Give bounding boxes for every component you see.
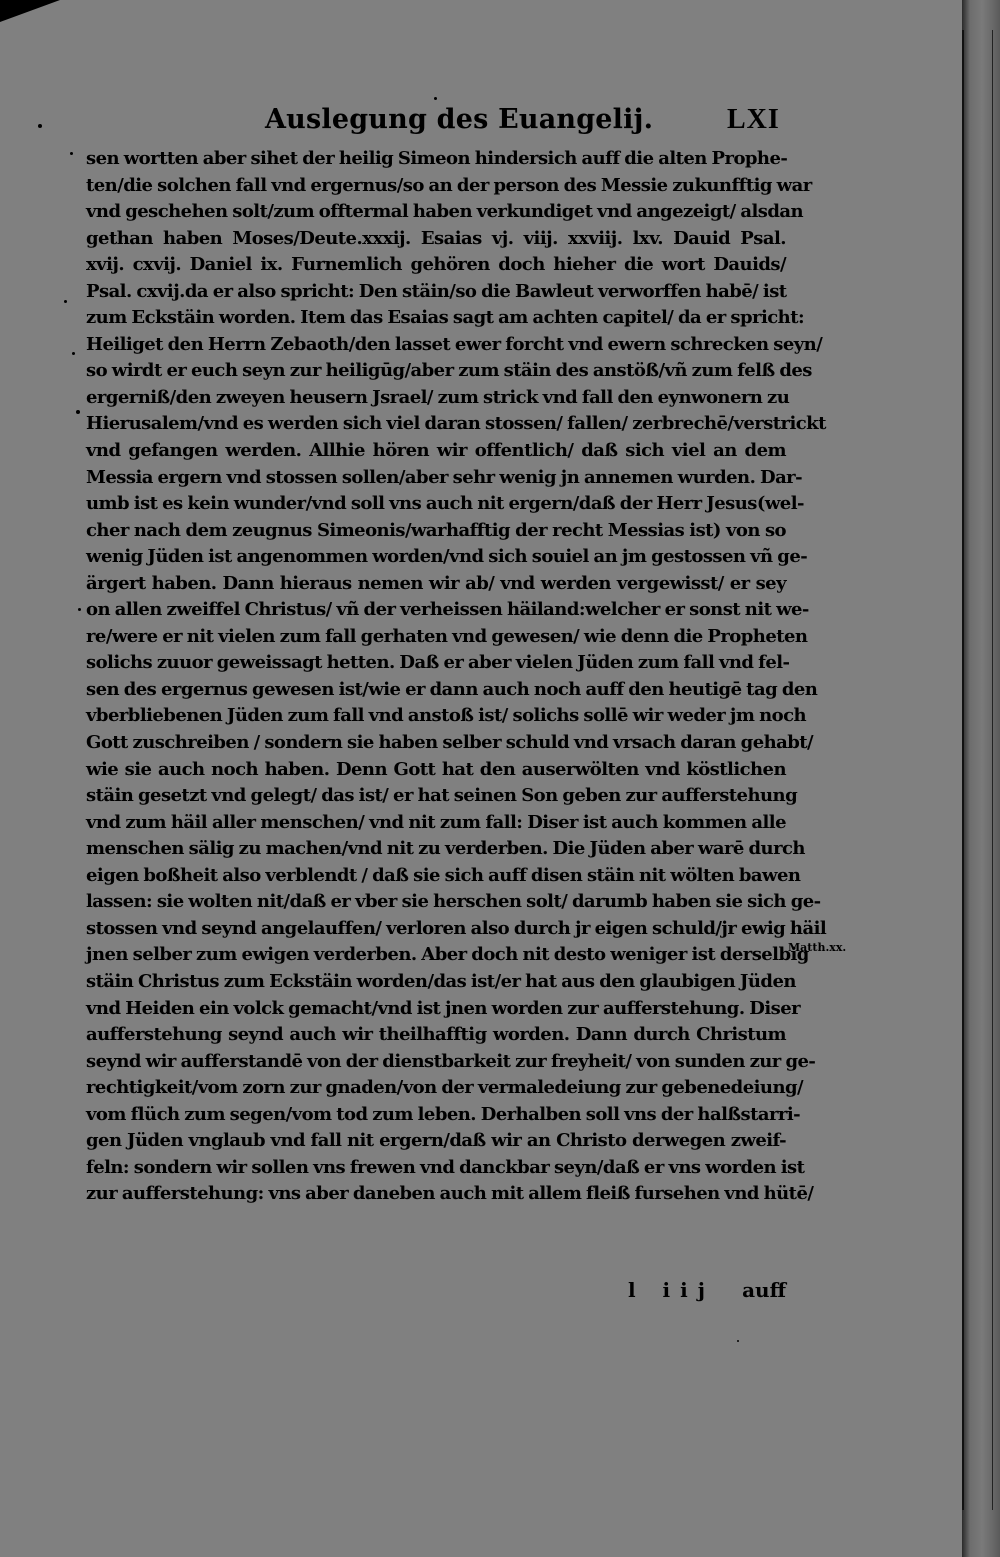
margin-note: Matth.xx. [788,941,847,954]
ink-speck [434,97,437,100]
running-head: Auslegung des Euangelij. [265,104,654,135]
text-line: so wirdt er euch seyn zur heiligūg/aber zum stäin des anstöß/vñ zum felß des [86,360,812,382]
catchword: auff [742,1278,786,1302]
text-line: eigen boßheit also verblendt / daß sie sich auff disen stäin nit wölten bawen [86,864,801,886]
text-line: cher nach dem zeugnus Simeonis/warhafftig der recht Messias ist) von so [86,519,786,541]
text-line: on allen zweiffel Christus/ vñ der verheissen häiland:welcher er sonst nit we- [86,599,809,621]
text-line: vnd geschehen solt/zum offtermal haben verkundiget vnd angezeigt/ alsdan [86,201,804,223]
signature-mark: l iij [628,1278,715,1302]
corner-triangle [0,0,60,22]
text-line: zur aufferstehung: vns aber daneben auch mit allem fleiß fursehen vnd hütē/ [86,1183,814,1205]
text-line: vnd zum häil aller menschen/ vnd nit zum fall: Diser ist auch kommen alle [86,811,786,833]
text-line: vnd Heiden ein volck gemacht/vnd ist jnen worden zur aufferstehung. Diser [86,997,801,1019]
text-line: menschen sälig zu machen/vnd nit zu verderben. Die Jüden aber warē durch [86,838,805,860]
text-line: vberbliebenen Jüden zum fall vnd anstoß ist/ solichs sollē wir weder jm noch [86,705,807,727]
text-line: Heiliget den Herrn Zebaoth/den lasset ewer forcht vnd ewern schrecken seyn/ [86,333,823,355]
text-line: Gott zuschreiben / sondern sie haben selber schuld vnd vrsach daran gehabt/ [86,732,814,754]
ink-speck [78,608,81,611]
page-edge [962,0,1000,1557]
text-line: re/were er nit vielen zum fall gerhaten vnd gewesen/ wie denn die Propheten [86,625,808,647]
text-line: ergerniß/den zweyen heusern Jsrael/ zum strick vnd fall den eynwonern zu [86,386,790,408]
text-line: Hierusalem/vnd es werden sich viel daran stossen/ fallen/ zerbrechē/verstrickt [86,413,826,435]
page-footer [620,1278,786,1308]
ink-speck [70,152,73,155]
text-line: stäin gesetzt vnd gelegt/ das ist/ er hat seinen Son geben zur aufferstehung [86,785,798,807]
text-line: vnd gefangen werden. Allhie hören wir offentlich/ daß sich viel an dem [86,440,786,462]
text-line: ten/die solchen fall vnd ergernus/so an der person des Messie zukunfftig war [86,174,812,196]
folio-number: LXI [727,104,780,135]
text-line: wenig Jüden ist angenommen worden/vnd sich souiel an jm gestossen vñ ge- [86,546,808,568]
text-line: Psal. cxvij.da er also spricht: Den stäin/so die Bawleut verworffen habē/ ist [86,280,787,302]
text-line: seynd wir aufferstandē von der dienstbarkeit zur freyheit/ von sunden zur ge- [86,1050,816,1072]
text-line: vom flüch zum segen/vom tod zum leben. Derhalben soll vns der halßstarri- [86,1103,801,1125]
text-line: gen Jüden vnglaub vnd fall nit ergern/daß wir an Christo derwegen zweif- [86,1130,786,1152]
page-edge-line [962,30,964,1510]
text-line: gethan haben Moses/Deute.xxxij. Esaias vj. viij. xxviij. lxv. Dauid Psal. [86,227,786,249]
text-line: solichs zuuor geweissagt hetten. Daß er aber vielen Jüden zum fall vnd fel- [86,652,790,674]
text-line: stossen vnd seynd angelauffen/ verloren also durch jr eigen schuld/jr ewig häil [86,917,827,939]
page-edge-line [992,30,993,1510]
ink-speck [76,410,80,414]
text-line: lassen: sie wolten nit/daß er vber sie herschen solt/ darumb haben sie sich ge- [86,891,821,913]
ink-speck [72,352,75,355]
text-line: xvij. cxvij. Daniel ix. Furnemlich gehören doch hieher die wort Dauids/ [86,254,786,276]
ink-speck [38,124,42,128]
text-line: rechtigkeit/vom zorn zur gnaden/von der vermaledeiung zur gebenedeiung/ [86,1077,804,1099]
ink-speck [737,1340,739,1342]
text-line: feln: sondern wir sollen vns frewen vnd danckbar seyn/daß er vns worden ist [86,1156,805,1178]
text-line: zum Eckstäin worden. Item das Esaias sagt am achten capitel/ da er spricht: [86,307,805,329]
text-line: Messia ergern vnd stossen sollen/aber sehr wenig jn annemen wurden. Dar- [86,466,803,488]
text-line: sen wortten aber sihet der heilig Simeon hindersich auff die alten Prophe- [86,148,788,169]
text-line: umb ist es kein wunder/vnd soll vns auch nit ergern/daß der Herr Jesus(wel- [86,493,804,515]
text-line: aufferstehung seynd auch wir theilhafftig worden. Dann durch Christum [86,1024,786,1046]
text-line: ärgert haben. Dann hieraus nemen wir ab/ vnd werden vergewisst/ er sey [86,572,786,594]
text-line: stäin Christus zum Eckstäin worden/das ist/er hat aus den glaubigen Jüden [86,970,796,992]
text-line: sen des ergernus gewesen ist/wie er dann auch noch auff den heutigē tag den [86,678,818,700]
ink-speck [64,300,67,303]
text-line: jnen selber zum ewigen verderben. Aber doch nit desto weniger ist derselbig [86,944,809,966]
text-line: wie sie auch noch haben. Denn Gott hat den auserwölten vnd köstlichen [86,758,786,780]
